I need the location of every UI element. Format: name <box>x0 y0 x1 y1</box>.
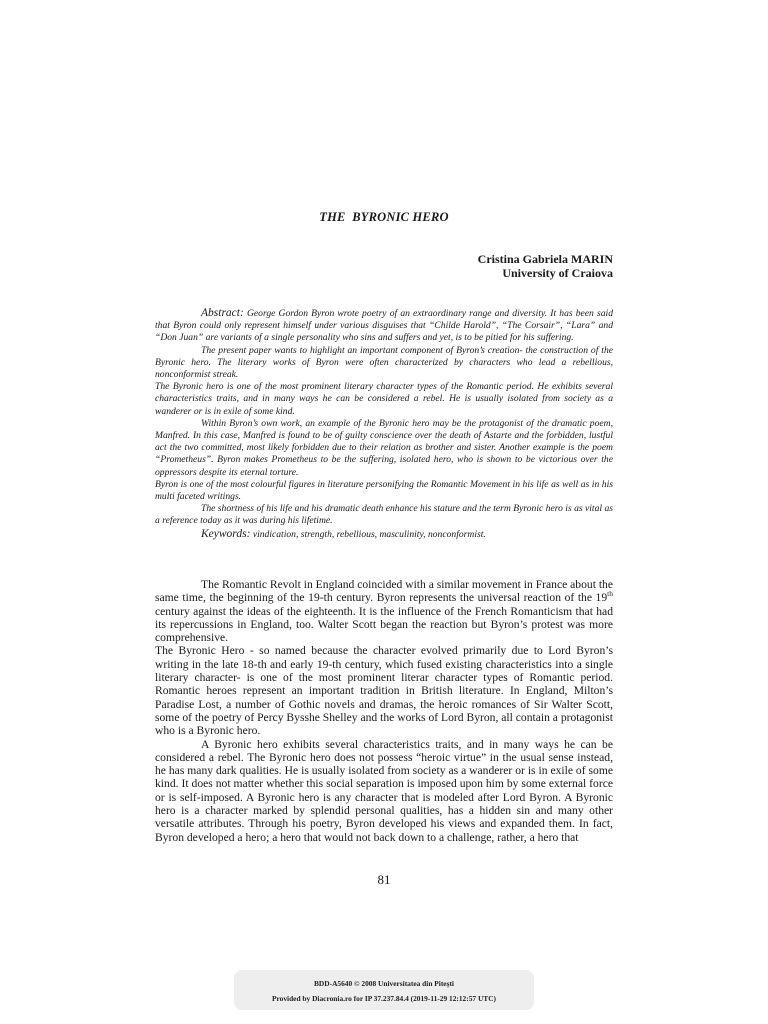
abstract-paragraph: The Byronic hero is one of the most prominent literary character types of the Romantic period. He exhibits several characteristics traits, and in many ways he can be considered a rebel. He is usually isolated from society as a wanderer or is in exile of some kind. <box>155 381 613 417</box>
body-paragraph: The Byronic Hero - so named because the character evolved primarily due to Lord Byron’s writing in the late 18-th and early 19-th century, which fused existing characteristics into a single literary character- is one of the most prominent literar character types of Romantic period. Romantic heroes represent an important tradition in British literature. In England, Milton’s Paradise Lost, a number of Gothic novels and dramas, the heroic romances of Sir Walter Scott, some of the poetry of Percy Bysshe Shelley and the works of Lord Byron, all contain a protagonist who is a Byronic hero. <box>155 644 613 738</box>
paper-title: THE BYRONIC HERO <box>319 210 449 224</box>
body-paragraph: A Byronic hero exhibits several characteristics traits, and in many ways he can be considered a rebel. The Byronic hero does not possess “heroic virtue” in the usual sense instead, he has many dark qualities. He is usually isolated from society as a wanderer or is in exile of some kind. It does not matter whether this social separation is imposed upon him by some external force or is self-imposed. A Byronic hero is any character that is modeled after Lord Byron. A Byronic hero is a character marked by splendid personal qualities, has a hidden sin and many other versatile attributes. Through his poetry, Byron developed his views and expanded them. In fact, Byron developed a hero; a hero that would not back down to a challenge, rather, a hero that <box>155 737 613 844</box>
abstract-label: Abstract: <box>201 307 244 319</box>
keywords-text: vindication, strength, rebellious, masculinity, nonconformist. <box>252 528 486 540</box>
footer-badge <box>234 970 534 1010</box>
abstract-paragraph <box>155 307 613 345</box>
footer-copyright: BDD-A5640 © 2008 Universitatea din Pitești <box>314 979 454 988</box>
body-text <box>155 578 613 844</box>
abstract-text: George Gordon Byron wrote poetry of an extraordinary range and diversity. It has been said that Byron could only represent himself under various disguises that “Childe Harold”, “The Corsair”, “Lara” and “Don Juan” are variants of a single personality who sins and suffers and yet, is to be pitied for his suffering. <box>155 308 613 344</box>
author-affiliation: University of Craiova <box>502 266 613 280</box>
page-number: 81 <box>377 872 391 887</box>
keywords-line <box>155 528 613 541</box>
superscript: th <box>607 589 613 599</box>
body-text-span: century against the ideas of the eighteenth. It is the influence of the French Romanticism that had its repercussions in England, too. Walter Scott began the reaction but Byron’s protest was more comprehensive. <box>155 604 613 645</box>
body-paragraph <box>155 578 613 644</box>
abstract-paragraph: Byron is one of the most colourful figures in literature personifying the Romantic Movement in his life as well as in his multi faceted writings. <box>155 478 613 503</box>
abstract-paragraph: The shortness of his life and his dramatic death enhance his stature and the term Byronic hero is as vital as a reference today as it was during his lifetime. <box>155 503 613 527</box>
keywords-label: Keywords: <box>201 527 251 540</box>
abstract <box>155 307 613 541</box>
abstract-paragraph: The present paper wants to highlight an important component of Byron’s creation- the construction of the Byronic hero. The literary works of Byron were often characterized by characters who lead a rebellious, nonconformist streak. <box>155 344 613 381</box>
footer-provenance: Provided by Diacronia.ro for IP 37.237.84.4 (2019-11-29 12:12:57 UTC) <box>271 994 497 1003</box>
abstract-paragraph: Within Byron’s own work, an example of the Byronic hero may be the protagonist of the dramatic poem, Manfred. In this case, Manfred is found to be of guilty conscience over the death of Astarte and the forbidden, lustful act the two committed, most likely forbidden due to their relation as brother and sister. Another example is the poem “Prometheus”. Byron makes Prometheus to be the suffering, isolated hero, who is shown to be victorious over the oppressors despite its eternal torture. <box>155 417 613 478</box>
body-text-span: The Romantic Revolt in England coincided with a similar movement in France about the same time, the beginning of the 19-th century. Byron represents the universal reaction of the 19 <box>155 578 613 605</box>
author-block <box>478 252 613 280</box>
author-name: Cristina Gabriela MARIN <box>477 252 613 266</box>
